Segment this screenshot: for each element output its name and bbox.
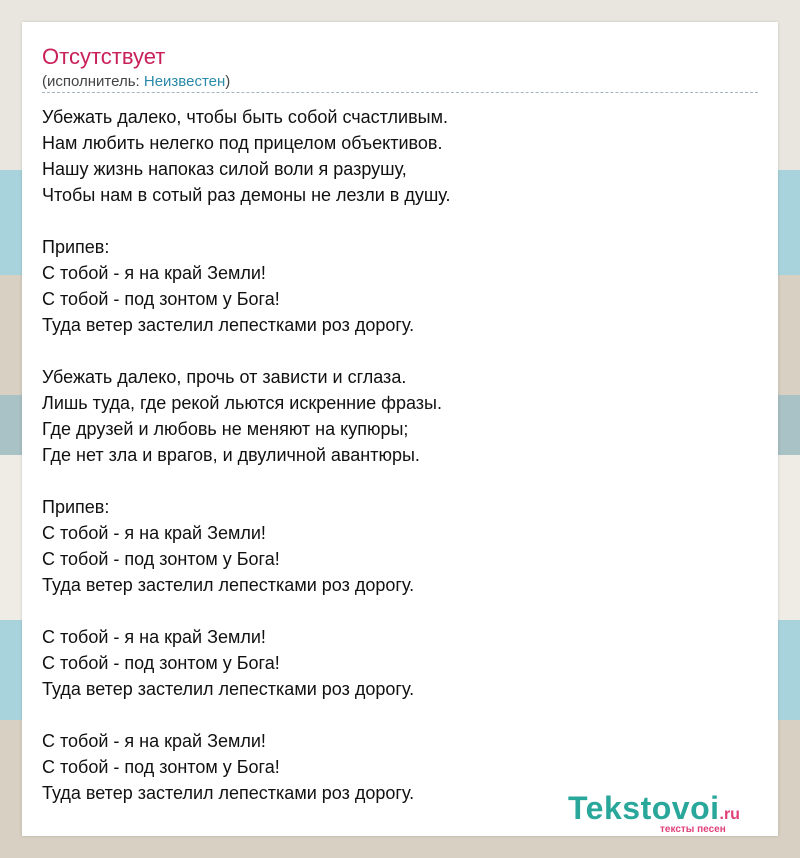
lyric-line: С тобой - под зонтом у Бога! bbox=[42, 757, 280, 777]
song-title: Отсутствует bbox=[42, 44, 166, 69]
lyrics-text bbox=[42, 104, 758, 806]
lyric-line: С тобой - под зонтом у Бога! bbox=[42, 549, 280, 569]
lyrics-card bbox=[22, 22, 778, 836]
lyric-line bbox=[42, 468, 758, 494]
lyric-line: Лишь туда, где рекой льются искренние фразы. bbox=[42, 393, 442, 413]
lyric-line: Туда ветер застелил лепестками роз дорогу. bbox=[42, 575, 415, 595]
lyric-line bbox=[42, 338, 758, 364]
lyric-line: С тобой - я на край Земли! bbox=[42, 263, 266, 283]
lyric-line: С тобой - под зонтом у Бога! bbox=[42, 289, 280, 309]
lyric-line: Где нет зла и врагов, и двуличной авантюры. bbox=[42, 445, 420, 465]
lyric-line bbox=[42, 702, 758, 728]
artist-prefix: (исполнитель: bbox=[42, 73, 144, 90]
lyric-line: С тобой - под зонтом у Бога! bbox=[42, 653, 280, 673]
logo-tagline: тексты песен bbox=[660, 824, 726, 835]
lyric-line: Убежать далеко, чтобы быть собой счастливым. bbox=[42, 107, 448, 127]
lyric-line: Нашу жизнь напоказ силой воли я разрушу, bbox=[42, 159, 407, 179]
lyric-line: Туда ветер застелил лепестками роз дорогу. bbox=[42, 783, 415, 803]
lyric-line: С тобой - я на край Земли! bbox=[42, 731, 266, 751]
artist-link[interactable]: Неизвестен bbox=[143, 73, 226, 90]
lyric-line: Припев: bbox=[42, 497, 110, 517]
lyric-line: Туда ветер застелил лепестками роз дорогу. bbox=[42, 679, 415, 699]
artist-suffix: ) bbox=[225, 73, 231, 90]
divider bbox=[42, 92, 758, 93]
logo-name: Tekstovoi bbox=[568, 790, 720, 826]
site-logo[interactable] bbox=[568, 790, 740, 835]
lyric-line: С тобой - я на край Земли! bbox=[42, 523, 266, 543]
lyric-line: Где друзей и любовь не меняют на купюры; bbox=[42, 419, 409, 439]
lyric-line: Убежать далеко, прочь от зависти и сглаза. bbox=[42, 367, 407, 387]
lyric-line: С тобой - я на край Земли! bbox=[42, 627, 266, 647]
lyric-line bbox=[42, 208, 758, 234]
lyric-line: Туда ветер застелил лепестками роз дорогу. bbox=[42, 315, 415, 335]
lyric-line: Чтобы нам в сотый раз демоны не лезли в душу. bbox=[42, 185, 451, 205]
lyric-line: Нам любить нелегко под прицелом объективов. bbox=[42, 133, 443, 153]
logo-tld: .ru bbox=[719, 806, 740, 823]
artist-line bbox=[42, 72, 230, 92]
lyric-line: Припев: bbox=[42, 237, 110, 257]
lyric-line bbox=[42, 598, 758, 624]
